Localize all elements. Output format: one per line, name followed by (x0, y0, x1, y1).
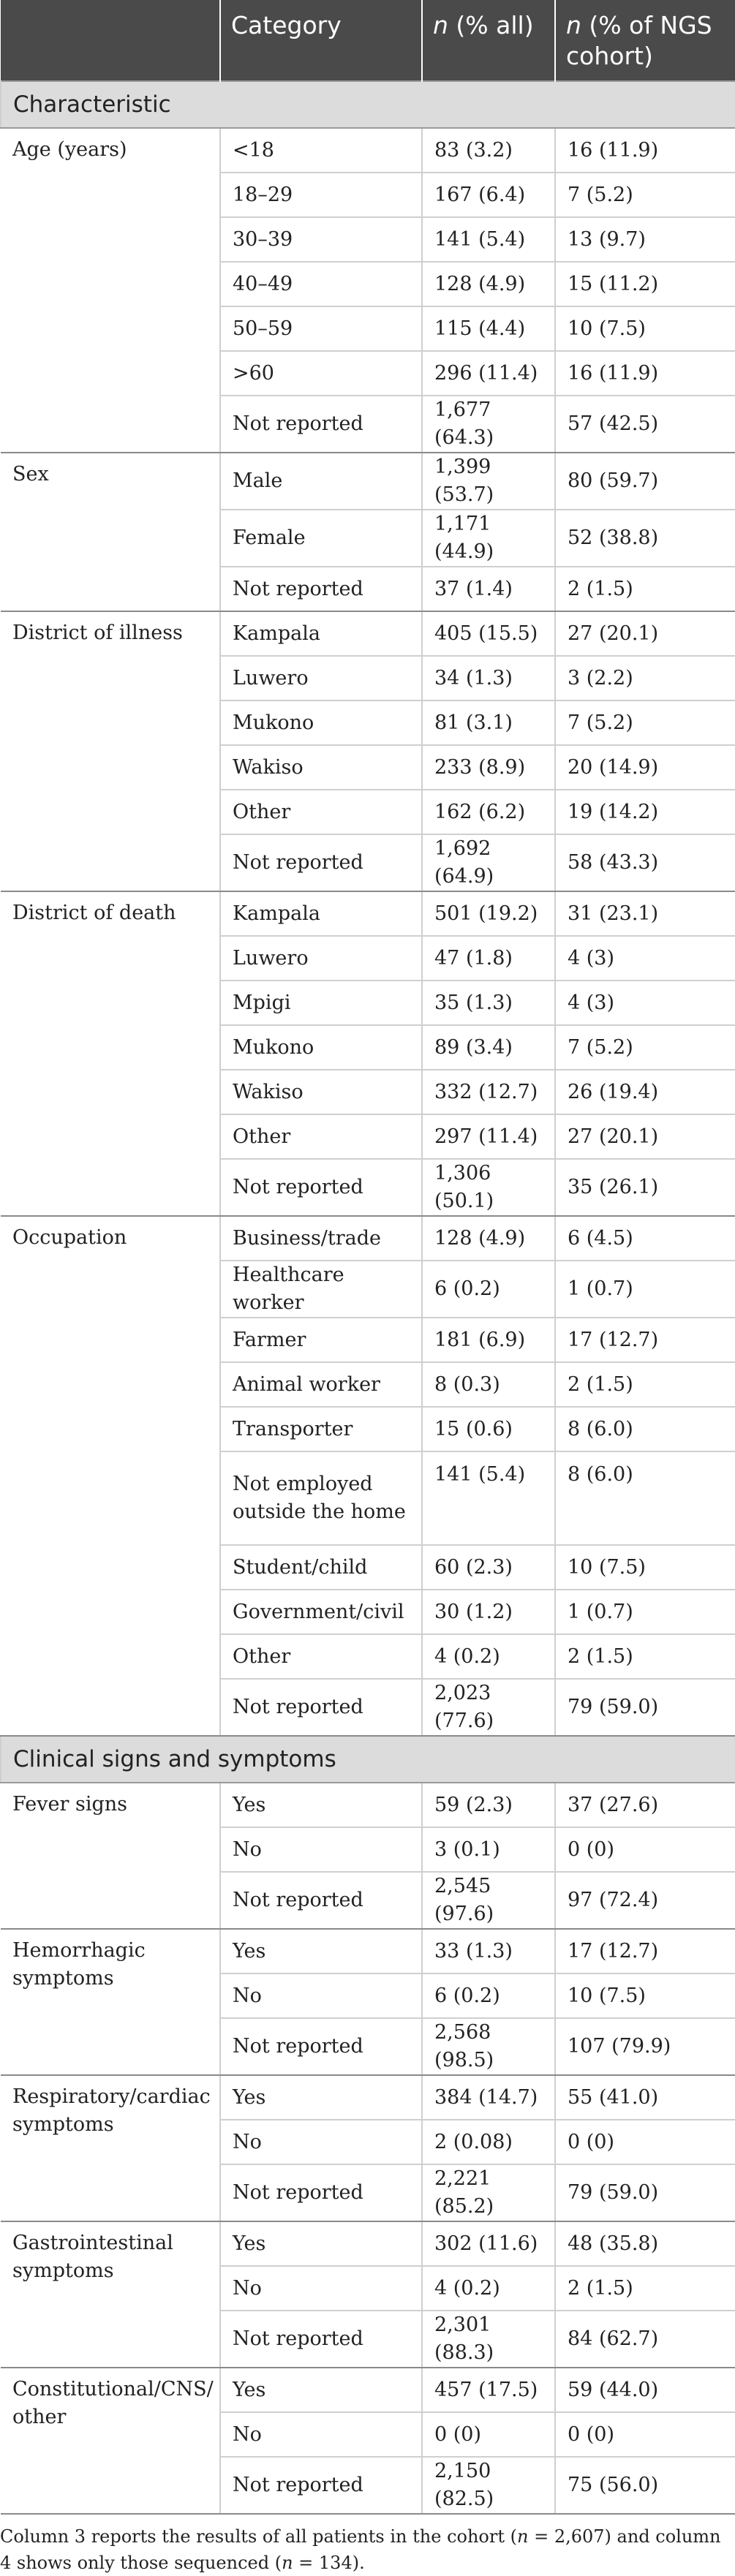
table-row (1, 2368, 735, 2412)
ngs-count-cell: 59 (44.0) (555, 2368, 735, 2412)
all-count-cell: 83 (3.2) (422, 128, 555, 173)
ngs-count-cell: 2 (1.5) (555, 2266, 735, 2311)
group-label: Respiratory/cardiac symptoms (1, 2075, 220, 2221)
table-footnote: Column 3 reports the results of all patients in the cohort (n = 2,607) and column 4 shows only those sequenced (n = 134). (0, 2526, 721, 2573)
category-cell: Kampala (220, 611, 422, 656)
all-count-cell: 2,301 (88.3) (422, 2311, 555, 2368)
ngs-count-cell: 0 (0) (555, 2120, 735, 2164)
ngs-count-cell: 58 (43.3) (555, 834, 735, 891)
group-label: Age (years) (1, 128, 220, 453)
all-count-cell: 3 (0.1) (422, 1827, 555, 1872)
group-label: Occupation (1, 1216, 220, 1736)
category-cell: 18–29 (220, 173, 422, 217)
table-header (1, 0, 735, 81)
table-row (1, 1783, 735, 1827)
ngs-count-cell: 97 (72.4) (555, 1872, 735, 1929)
category-cell: Not reported (220, 567, 422, 611)
all-count-cell: 4 (0.2) (422, 1634, 555, 1679)
category-cell: Yes (220, 2075, 422, 2120)
all-count-cell: 384 (14.7) (422, 2075, 555, 2120)
all-count-cell: 2,150 (82.5) (422, 2457, 555, 2514)
all-count-cell: 2 (0.08) (422, 2120, 555, 2164)
section-header-row (1, 1736, 735, 1783)
category-cell: Not reported (220, 396, 422, 453)
all-count-cell: 457 (17.5) (422, 2368, 555, 2412)
ngs-count-cell: 3 (2.2) (555, 656, 735, 700)
category-cell: Kampala (220, 891, 422, 936)
all-count-cell: 141 (5.4) (422, 217, 555, 262)
ngs-count-cell: 7 (5.2) (555, 700, 735, 745)
all-count-cell: 332 (12.7) (422, 1070, 555, 1114)
group-label: Sex (1, 453, 220, 611)
table-row (1, 128, 735, 173)
all-count-cell: 162 (6.2) (422, 790, 555, 834)
category-cell: Not employed outside the home (220, 1451, 422, 1545)
ngs-count-cell: 107 (79.9) (555, 2018, 735, 2075)
ngs-count-cell: 8 (6.0) (555, 1451, 735, 1545)
ngs-count-cell: 27 (20.1) (555, 611, 735, 656)
category-cell: Healthcare worker (220, 1261, 422, 1318)
group-label: Constitutional/CNS/ other (1, 2368, 220, 2514)
ngs-count-cell: 16 (11.9) (555, 351, 735, 396)
category-cell: No (220, 2120, 422, 2164)
ngs-count-cell: 35 (26.1) (555, 1159, 735, 1216)
table-row (1, 1216, 735, 1261)
section-header-row (1, 81, 735, 128)
ngs-count-cell: 20 (14.9) (555, 745, 735, 790)
all-count-cell: 0 (0) (422, 2412, 555, 2457)
all-count-cell: 1,171 (44.9) (422, 510, 555, 567)
ngs-count-cell: 10 (7.5) (555, 1973, 735, 2018)
header-ngs-count: n (% of NGS cohort) (555, 0, 735, 81)
ngs-count-cell: 0 (0) (555, 1827, 735, 1872)
table-row (1, 2221, 735, 2266)
group-label: Gastrointestinal symptoms (1, 2221, 220, 2368)
all-count-cell: 60 (2.3) (422, 1545, 555, 1590)
all-count-cell: 47 (1.8) (422, 936, 555, 981)
all-count-cell: 4 (0.2) (422, 2266, 555, 2311)
all-count-cell: 2,568 (98.5) (422, 2018, 555, 2075)
all-count-cell: 501 (19.2) (422, 891, 555, 936)
category-cell: 40–49 (220, 262, 422, 306)
category-cell: Not reported (220, 2164, 422, 2221)
category-cell: Mukono (220, 1025, 422, 1070)
category-cell: Student/child (220, 1545, 422, 1590)
all-count-cell: 167 (6.4) (422, 173, 555, 217)
category-cell: Yes (220, 2221, 422, 2266)
category-cell: 30–39 (220, 217, 422, 262)
all-count-cell: 35 (1.3) (422, 981, 555, 1025)
category-cell: Other (220, 1114, 422, 1159)
category-cell: Animal worker (220, 1362, 422, 1407)
category-cell: Wakiso (220, 745, 422, 790)
table-row (1, 891, 735, 936)
ngs-count-cell: 8 (6.0) (555, 1407, 735, 1451)
all-count-cell: 81 (3.1) (422, 700, 555, 745)
group-label: District of illness (1, 611, 220, 891)
ngs-count-cell: 2 (1.5) (555, 1634, 735, 1679)
category-cell: Female (220, 510, 422, 567)
ngs-count-cell: 7 (5.2) (555, 1025, 735, 1070)
section-title: Clinical signs and symptoms (1, 1736, 735, 1783)
category-cell: Not reported (220, 1159, 422, 1216)
ngs-count-cell: 17 (12.7) (555, 1318, 735, 1362)
ngs-count-cell: 31 (23.1) (555, 891, 735, 936)
all-count-cell: 233 (8.9) (422, 745, 555, 790)
category-cell: Male (220, 453, 422, 510)
all-count-cell: 405 (15.5) (422, 611, 555, 656)
ngs-count-cell: 37 (27.6) (555, 1783, 735, 1827)
all-count-cell: 15 (0.6) (422, 1407, 555, 1451)
ngs-count-cell: 19 (14.2) (555, 790, 735, 834)
category-cell: Not reported (220, 834, 422, 891)
category-cell: Other (220, 790, 422, 834)
table-body (1, 81, 735, 2514)
group-label: District of death (1, 891, 220, 1216)
category-cell: Luwero (220, 936, 422, 981)
ngs-count-cell: 27 (20.1) (555, 1114, 735, 1159)
category-cell: Not reported (220, 2018, 422, 2075)
category-cell: >60 (220, 351, 422, 396)
all-count-cell: 296 (11.4) (422, 351, 555, 396)
table-row (1, 2075, 735, 2120)
all-count-cell: 6 (0.2) (422, 1261, 555, 1318)
ngs-count-cell: 1 (0.7) (555, 1261, 735, 1318)
ngs-count-cell: 7 (5.2) (555, 173, 735, 217)
category-cell: Not reported (220, 1872, 422, 1929)
category-cell: Government/civil (220, 1590, 422, 1634)
category-cell: 50–59 (220, 306, 422, 351)
ngs-count-cell: 57 (42.5) (555, 396, 735, 453)
all-count-cell: 8 (0.3) (422, 1362, 555, 1407)
all-count-cell: 2,545 (97.6) (422, 1872, 555, 1929)
header-category: Category (220, 0, 422, 81)
all-count-cell: 128 (4.9) (422, 1216, 555, 1261)
category-cell: Transporter (220, 1407, 422, 1451)
category-cell: Farmer (220, 1318, 422, 1362)
all-count-cell: 128 (4.9) (422, 262, 555, 306)
ngs-count-cell: 80 (59.7) (555, 453, 735, 510)
category-cell: Not reported (220, 2311, 422, 2368)
all-count-cell: 33 (1.3) (422, 1929, 555, 1973)
ngs-count-cell: 4 (3) (555, 981, 735, 1025)
ngs-count-cell: 15 (11.2) (555, 262, 735, 306)
table-row (1, 1929, 735, 1973)
ngs-count-cell: 48 (35.8) (555, 2221, 735, 2266)
category-cell: No (220, 1973, 422, 2018)
category-cell: No (220, 2266, 422, 2311)
ngs-count-cell: 55 (41.0) (555, 2075, 735, 2120)
ngs-count-cell: 10 (7.5) (555, 1545, 735, 1590)
all-count-cell: 34 (1.3) (422, 656, 555, 700)
all-count-cell: 59 (2.3) (422, 1783, 555, 1827)
category-cell: Yes (220, 1783, 422, 1827)
category-cell: Mukono (220, 700, 422, 745)
ngs-count-cell: 2 (1.5) (555, 567, 735, 611)
category-cell: <18 (220, 128, 422, 173)
table-row (1, 611, 735, 656)
ngs-count-cell: 79 (59.0) (555, 1679, 735, 1736)
ngs-count-cell: 75 (56.0) (555, 2457, 735, 2514)
section-title: Characteristic (1, 81, 735, 128)
category-cell: Yes (220, 1929, 422, 1973)
ngs-count-cell: 1 (0.7) (555, 1590, 735, 1634)
all-count-cell: 2,023 (77.6) (422, 1679, 555, 1736)
ngs-count-cell: 2 (1.5) (555, 1362, 735, 1407)
all-count-cell: 297 (11.4) (422, 1114, 555, 1159)
category-cell: Business/trade (220, 1216, 422, 1261)
category-cell: No (220, 1827, 422, 1872)
all-count-cell: 6 (0.2) (422, 1973, 555, 2018)
ngs-count-cell: 26 (19.4) (555, 1070, 735, 1114)
category-cell: Other (220, 1634, 422, 1679)
table-row (1, 453, 735, 510)
category-cell: Not reported (220, 2457, 422, 2514)
ngs-count-cell: 79 (59.0) (555, 2164, 735, 2221)
all-count-cell: 30 (1.2) (422, 1590, 555, 1634)
all-count-cell: 89 (3.4) (422, 1025, 555, 1070)
category-cell: Mpigi (220, 981, 422, 1025)
ngs-count-cell: 84 (62.7) (555, 2311, 735, 2368)
category-cell: Not reported (220, 1679, 422, 1736)
ngs-count-cell: 4 (3) (555, 936, 735, 981)
category-cell: Luwero (220, 656, 422, 700)
group-label: Hemorrhagic symptoms (1, 1929, 220, 2075)
group-label: Fever signs (1, 1783, 220, 1929)
all-count-cell: 115 (4.4) (422, 306, 555, 351)
all-count-cell: 181 (6.9) (422, 1318, 555, 1362)
header-all-count: n (% all) (422, 0, 555, 81)
category-cell: No (220, 2412, 422, 2457)
ngs-count-cell: 6 (4.5) (555, 1216, 735, 1261)
category-cell: Yes (220, 2368, 422, 2412)
all-count-cell: 1,677 (64.3) (422, 396, 555, 453)
ngs-count-cell: 13 (9.7) (555, 217, 735, 262)
category-cell: Wakiso (220, 1070, 422, 1114)
ngs-count-cell: 10 (7.5) (555, 306, 735, 351)
header-blank (1, 0, 220, 81)
all-count-cell: 1,306 (50.1) (422, 1159, 555, 1216)
all-count-cell: 302 (11.6) (422, 2221, 555, 2266)
ngs-count-cell: 17 (12.7) (555, 1929, 735, 1973)
all-count-cell: 37 (1.4) (422, 567, 555, 611)
all-count-cell: 2,221 (85.2) (422, 2164, 555, 2221)
all-count-cell: 1,692 (64.9) (422, 834, 555, 891)
all-count-cell: 141 (5.4) (422, 1451, 555, 1545)
ngs-count-cell: 16 (11.9) (555, 128, 735, 173)
all-count-cell: 1,399 (53.7) (422, 453, 555, 510)
ngs-count-cell: 0 (0) (555, 2412, 735, 2457)
ngs-count-cell: 52 (38.8) (555, 510, 735, 567)
